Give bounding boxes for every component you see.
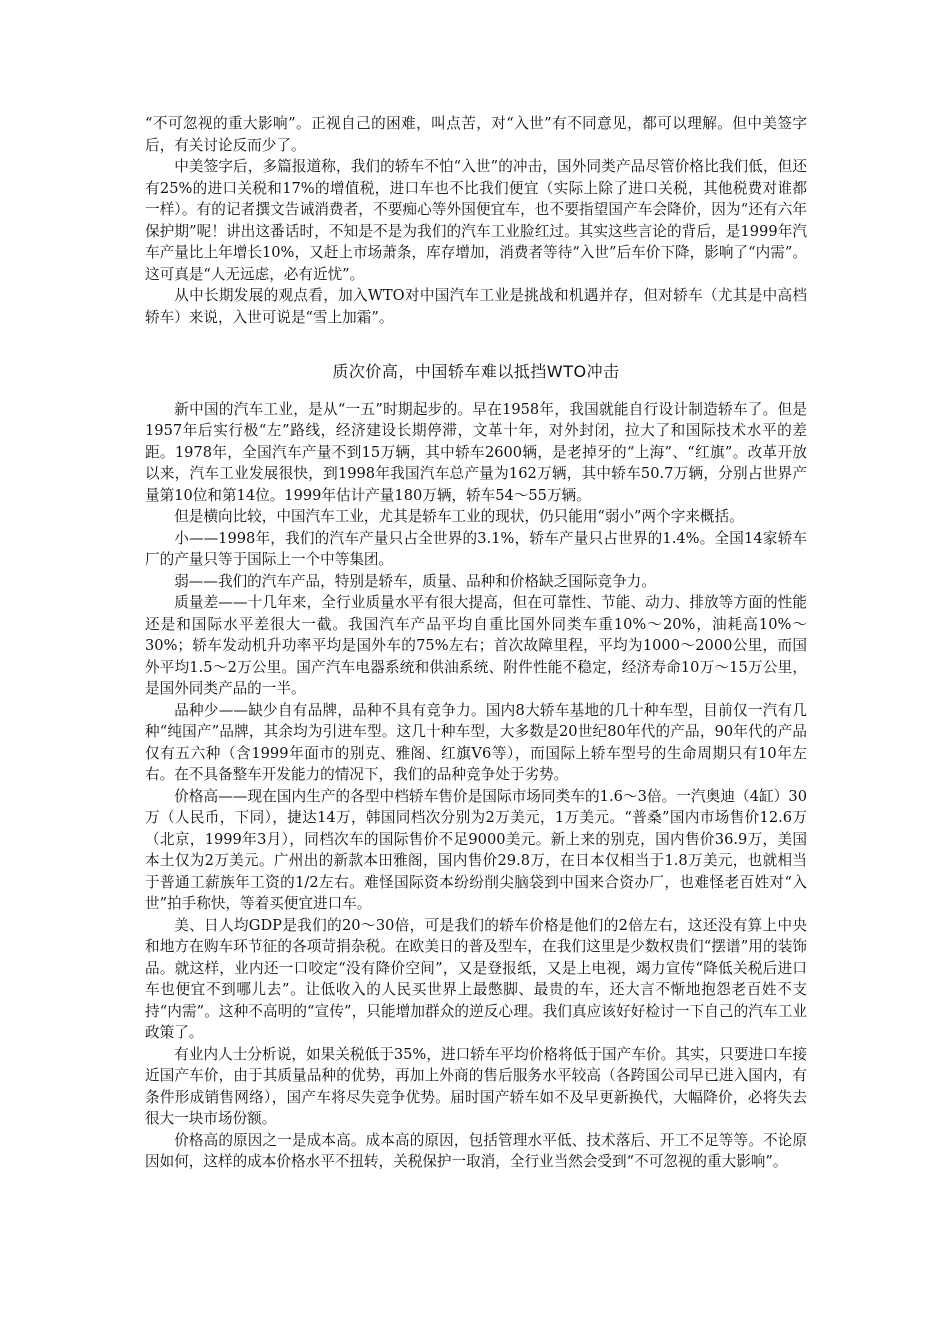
- paragraph-tariff: 有业内人士分析说，如果关税低于35%，进口轿车平均价格将低于国产车价。其实，只要进口车接近国产车价，由于其质量品种的优势，再加上外商的售后服务水平较高（各跨国公司早已进入国内，有条件形成销售网络），国产车将尽失竞争优势。届时国产轿车如不及早更新换代，大幅降价，必将失去很大一块市场份额。: [145, 1045, 807, 1127]
- paragraph-intro-1: “不可忽视的重大影响”。正视自己的困难，叫点苦，对“入世”有不同意见，都可以理解。但中美签字后，有关讨论反而少了。: [145, 115, 807, 154]
- paragraph-intro-3: 从中长期发展的观点看，加入WTO对中国汽车工业是挑战和机遇并存，但对轿车（尤其是中高档轿车）来说，入世可说是“雪上加霜”。: [145, 287, 807, 326]
- paragraph-weak-small: 但是横向比较，中国汽车工业，尤其是轿车工业的现状，仍只能用“弱小”两个字来概括。: [174, 508, 744, 525]
- section-heading: 质次价高，中国轿车难以抵挡WTO冲击: [332, 362, 620, 381]
- paragraph-cost: 价格高的原因之一是成本高。成本高的原因，包括管理水平低、技术落后、开工不足等等。不论原因如何，这样的成本价格水平不扭转，关税保护一取消，全行业当然会受到“不可忽视的重大影响”。: [145, 1131, 807, 1170]
- paragraph-intro-2: 中美签字后，多篇报道称，我们的轿车不怕“入世”的冲击，国外同类产品尽管价格比我们低，但还有25%的进口关税和17%的增值税，进口车也不比我们便宜（实际上除了进口关税，其他税费对谁都一样）。有的记者撰文告诫消费者，不要痴心等外国便宜车，也不要指望国产车会降价，因为“还有六年保护期”呢！讲出这番话时，不知是不是为我们的汽车工业脸红过。其实这些言论的背后，是1999年汽车产量比上年增长10%，又赶上市场萧条，库存增加，消费者等待“入世”后车价下降，影响了“内需”。这可真是“人无远虑，必有近忧”。: [145, 158, 807, 283]
- document-page: [145, 113, 807, 1173]
- paragraph-quality: 质量差——十几年来，全行业质量水平有很大提高，但在可靠性、节能、动力、排放等方面的性能还是和国际水平差很大一截。我国汽车产品平均自重比国外同类车重10%～20%，油耗高10%～30%；轿车发动机升功率平均是国外车的75%左右；首次故障里程，平均为1000～2000公里，而国外平均1.5～2万公里。国产汽车电器系统和供油系统、附件性能不稳定，经济寿命10万～15万公里，是国外同类产品的一半。: [145, 594, 807, 697]
- paragraph-gdp: 美、日人均GDP是我们的20～30倍，可是我们的轿车价格是他们的2倍左右，这还没有算上中央和地方在购车环节征的各项苛捐杂税。在欧美日的普及型车，在我们这里是少数权贵们“摆谱”用的装饰品。就这样，业内还一口咬定“没有降价空间”，又是登报纸，又是上电视，竭力宣传“降低关税后进口车也便宜不到哪儿去”。让低收入的人民买世界上最憋脚、最贵的车，还大言不惭地抱怨老百姓不支持“内需”。这种不高明的“宣传”，只能增加群众的逆反心理。我们真应该好好检讨一下自己的汽车工业政策了。: [145, 916, 807, 1041]
- paragraph-small: 小——1998年，我们的汽车产量只占全世界的3.1%，轿车产量只占世界的1.4%。全国14家轿车厂的产量只等于国际上一个中等集团。: [145, 529, 807, 568]
- paragraph-weak: 弱——我们的汽车产品，特别是轿车，质量、品种和价格缺乏国际竞争力。: [174, 572, 656, 590]
- paragraph-variety: 品种少——缺少自有品牌，品种不具有竞争力。国内8大轿车基地的几十种车型，目前仅一汽有几种“纯国产”品牌，其余均为引进车型。这几十种车型，大多数是20世纪80年代的产品，90年代的产品仅有五六种（含1999年面市的别克、雅阁、红旗V6等），而国际上轿车型号的生命周期只有10年左右。在不具备整车开发能力的情况下，我们的品种竞争处于劣势。: [145, 701, 807, 783]
- paragraph-history: 新中国的汽车工业，是从“一五”时期起步的。早在1958年，我国就能自行设计制造轿车了。但是1957年后实行极“左”路线，经济建设长期停滞，文革十年，对外封闭，拉大了和国际技术水平的差距。1978年，全国汽车产量不到15万辆，其中轿车2600辆，是老掉牙的“上海”、“红旗”。改革开放以来，汽车工业发展很快，到1998年我国汽车总产量为162万辆，其中轿车50.7万辆，分别占世界产量第10位和第14位。1999年估计产量180万辆，轿车54～55万辆。: [145, 400, 807, 504]
- paragraph-price: 价格高——现在国内生产的各型中档轿车售价是国际市场同类车的1.6～3倍。一汽奥迪（4缸）30万（人民币，下同），捷达14万，韩国同档次分别为2万美元，1万美元。“普桑”国内市场售价12.6万（北京，1999年3月），同档次车的国际售价不足9000美元。新上来的别克，国内售价36.9万，美国本土仅为2万美元。广州出的新款本田雅阁，国内售价29.8万，在日本仅相当于1.8万美元，也就相当于普通工薪族年工资的1/2左右。难怪国际资本纷纷削尖脑袋到中国来合资办厂，也难怪老百姓对“入世”拍手称快，等着买便宜进口车。: [145, 787, 807, 912]
